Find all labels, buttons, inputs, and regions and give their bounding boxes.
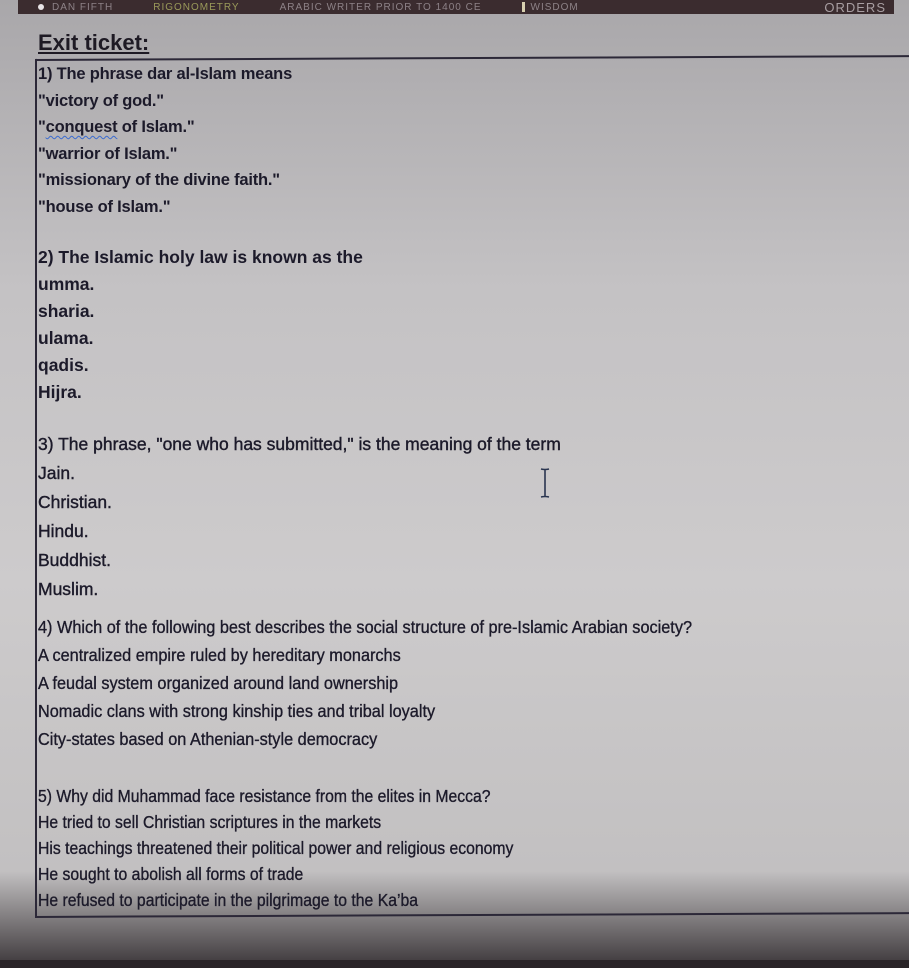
answer-option[interactable]: Christian. [38,492,112,512]
answer-option[interactable]: Nomadic clans with strong kinship ties and tribal loyalty [38,701,436,721]
banner-bar-icon [522,2,525,12]
banner-segment: WISDOM [530,1,579,13]
banner-segment: DAN FIFTH [52,1,114,13]
answer-option[interactable]: Hindu. [38,521,89,541]
question-4[interactable] [38,613,692,753]
answer-option[interactable]: Hijra. [38,382,82,402]
top-banner [18,0,894,14]
page-title: Exit ticket: [38,30,150,55]
answer-option[interactable]: ulama. [38,328,94,348]
question-1[interactable] [38,61,292,220]
answer-option[interactable]: qadis. [38,355,89,375]
answer-option[interactable]: "warrior of Islam." [38,144,178,163]
spellcheck-flagged-word[interactable]: conquest [45,118,118,136]
question-prompt[interactable]: 3) The phrase, "one who has submitted," is the meaning of the term [38,434,561,454]
question-prompt[interactable]: 5) Why did Muhammad face resistance from the elites in Mecca? [38,786,491,806]
question-3[interactable] [38,430,561,604]
answer-option[interactable]: He sought to abolish all forms of trade [38,864,304,884]
answer-option[interactable]: Buddhist. [38,550,111,570]
answer-option-rest: of Islam." [117,118,195,136]
answer-option[interactable]: His teachings threatened their political power and religious economy [38,838,514,858]
answer-option[interactable]: "missionary of the divine faith." [38,171,280,189]
text-ibeam-cursor-icon [540,468,550,498]
answer-option[interactable]: "house of Islam." [38,197,171,216]
answer-option[interactable]: sharia. [38,301,95,321]
answer-option[interactable]: umma. [38,274,95,294]
question-prompt[interactable]: 1) The phrase dar al-Islam means [38,65,293,83]
banner-segment: ARABIC WRITER PRIOR TO 1400 CE [279,1,482,13]
answer-option[interactable]: He refused to participate in the pilgrimage to the Ka’ba [38,890,418,910]
question-2[interactable] [38,244,363,406]
question-prompt[interactable]: 2) The Islamic holy law is known as the [38,247,363,267]
answer-option[interactable] [38,114,292,141]
question-5[interactable] [38,783,513,913]
answer-option[interactable]: Muslim. [38,579,99,599]
answer-option[interactable]: "victory of god." [38,91,164,110]
answer-option[interactable]: Jain. [38,463,75,483]
answer-option[interactable]: City-states based on Athenian-style democracy [38,729,378,749]
banner-dot-icon [38,4,44,10]
question-prompt[interactable]: 4) Which of the following best describes the social structure of pre-Islamic Arabian society? [38,617,693,637]
answer-option[interactable]: A centralized empire ruled by hereditary monarchs [38,645,401,665]
quote-mark: " [38,118,46,136]
answer-option[interactable]: He tried to sell Christian scriptures in the markets [38,812,382,832]
answer-option[interactable]: A feudal system organized around land ownership [38,673,399,693]
banner-orders-label: ORDERS [824,0,886,14]
monitor-bezel-edge [0,960,909,968]
banner-segment: RIGONOMETRY [153,1,240,13]
